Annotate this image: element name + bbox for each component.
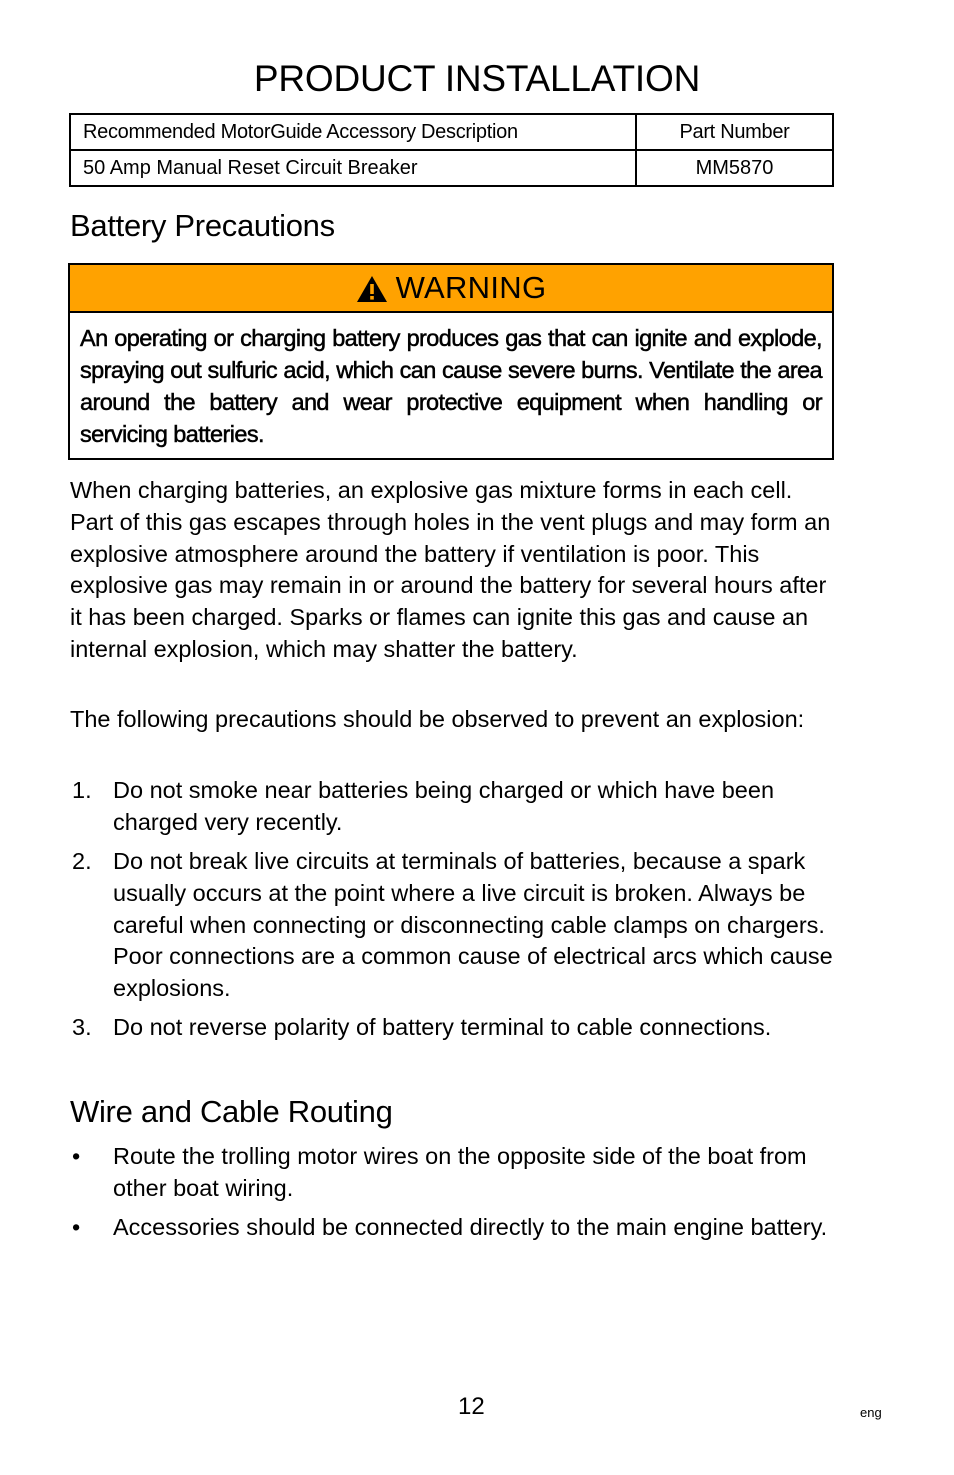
list-item-text: Do not smoke near batteries being charged or which have been charged very recently. — [113, 777, 775, 835]
battery-precautions-heading: Battery Precautions — [70, 208, 335, 243]
precautions-intro-paragraph: The following precautions should be observed to prevent an explosion: — [70, 706, 805, 732]
wire-routing-heading: Wire and Cable Routing — [70, 1094, 393, 1129]
warning-header — [70, 265, 832, 313]
page-number: 12 — [458, 1393, 485, 1420]
list-item-text: Do not break live circuits at terminals of batteries, because a spark usually occurs at the point where a live circuit is broken. Always be careful when connecting or disconnecting cable clamps on chargers. Poor connections are a common cause of electrical arcs which cause explosions. — [113, 848, 833, 1002]
accessory-table — [69, 113, 834, 187]
table-row — [70, 150, 833, 186]
part-number-cell: MM5870 — [636, 150, 833, 186]
list-item-text: Do not reverse polarity of battery terminal to cable connections. — [113, 1014, 772, 1040]
list-item-text: Accessories should be connected directly to the main engine battery. — [113, 1214, 828, 1240]
list-item — [70, 1212, 840, 1244]
warning-text — [70, 313, 832, 458]
table-header-row — [70, 114, 833, 150]
warning-box — [68, 263, 834, 460]
list-item — [70, 846, 840, 1005]
bullet-marker: • — [72, 1143, 81, 1169]
accessory-description-cell: 50 Amp Manual Reset Circuit Breaker — [70, 150, 636, 186]
column-header-description: Recommended MotorGuide Accessory Description — [70, 114, 636, 150]
list-item — [70, 775, 840, 839]
page-title: PRODUCT INSTALLATION — [253, 58, 701, 99]
list-item — [70, 1141, 840, 1205]
warning-label: WARNING — [395, 270, 547, 305]
bullet-marker: • — [72, 1214, 81, 1240]
list-marker: 3. — [72, 1014, 92, 1040]
list-item — [70, 1012, 840, 1044]
charging-explanation-paragraph: When charging batteries, an explosive gas mixture forms in each cell. Part of this gas escapes through holes in the vent plugs and may form an explosive atmosphere around the battery if ventilation is poor. This explosive gas may remain in or around the battery for several hours after it has been charged. Sparks or flames can ignite this gas and cause an internal explosion, which may shatter the battery. — [70, 477, 831, 662]
list-marker: 2. — [72, 848, 92, 874]
list-marker: 1. — [72, 777, 92, 803]
warning-triangle-icon — [356, 275, 388, 303]
column-header-part-number: Part Number — [636, 114, 833, 150]
warning-message: An operating or charging battery produces gas that can ignite and explode, spraying out sulfuric acid, which can cause severe burns. Ventilate the area around the battery and wear protective equipment when handling or servicing batteries. — [80, 325, 822, 447]
language-code: eng — [860, 1405, 882, 1420]
list-item-text: Route the trolling motor wires on the opposite side of the boat from other boat wiring. — [113, 1143, 807, 1201]
